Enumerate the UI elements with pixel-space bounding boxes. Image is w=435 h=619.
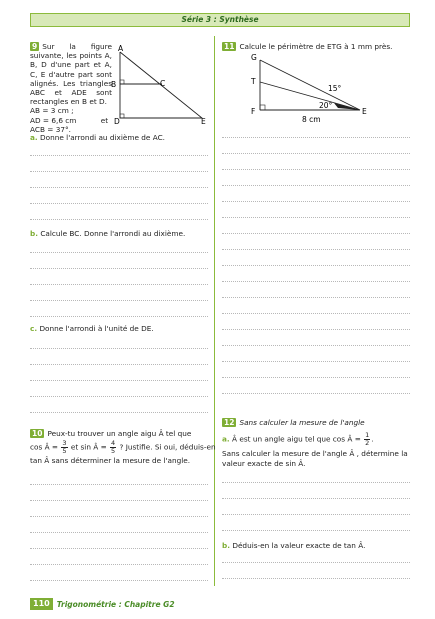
answer-line[interactable] <box>30 155 208 156</box>
answer-line[interactable] <box>30 580 208 581</box>
answer-line[interactable] <box>222 514 410 515</box>
answer-line[interactable] <box>222 393 410 394</box>
page-header: Série 3 : Synthèse <box>30 13 410 27</box>
answer-line[interactable] <box>222 345 410 346</box>
answer-line[interactable] <box>30 203 208 204</box>
angle-20-label: 20° <box>319 101 333 110</box>
answer-line[interactable] <box>30 348 208 349</box>
answer-line[interactable] <box>30 364 208 365</box>
answer-line[interactable] <box>30 187 208 188</box>
answer-line[interactable] <box>222 482 410 483</box>
answer-line[interactable] <box>222 265 410 266</box>
page-footer <box>30 597 175 611</box>
point-a-label: A <box>118 44 124 53</box>
answer-line[interactable] <box>30 252 208 253</box>
answer-line[interactable] <box>30 300 208 301</box>
column-divider <box>214 36 215 586</box>
exercise-number: 9 <box>32 42 38 51</box>
answer-line[interactable] <box>222 201 410 202</box>
answer-line[interactable] <box>30 532 208 533</box>
fraction-sin: $\frac{4}{5}$ <box>111 439 116 455</box>
answer-line[interactable] <box>222 169 410 170</box>
ex9-question-b: b. Calcule BC. Donne l'arrondi au dixième. <box>30 229 186 238</box>
ex12-question-b: b. Déduis-en la valeur exacte de tan Â. <box>222 541 366 550</box>
exercise-10: 10 Peux-tu trouver un angle aigu Â tel que cos Â = $\frac{3}{5}$ et sin Â = $\frac{4}{5}$ ? Justifie. Si oui, déduis-en tan Â sans déterminer la mesure de l'angle. <box>30 429 216 465</box>
answer-line[interactable] <box>222 329 410 330</box>
exercise-12-title: 12 Sans calculer la mesure de l'angle <box>224 418 365 427</box>
exercise-11: 11 Calcule le périmètre de ETG à 1 mm près. <box>224 42 393 51</box>
ex9-question-c: c. Donne l'arrondi à l'unité de DE. <box>30 324 154 333</box>
answer-line[interactable] <box>222 281 410 282</box>
answer-line[interactable] <box>30 564 208 565</box>
answer-line[interactable] <box>30 500 208 501</box>
answer-line[interactable] <box>30 171 208 172</box>
answer-line[interactable] <box>30 268 208 269</box>
answer-line[interactable] <box>222 313 410 314</box>
exercise-number: 10 <box>32 429 43 438</box>
length-8cm-label: 8 cm <box>302 115 321 124</box>
page-number: 110 <box>30 598 53 610</box>
answer-line[interactable] <box>222 377 410 378</box>
answer-line[interactable] <box>30 284 208 285</box>
point-e-label: E <box>362 107 367 116</box>
answer-line[interactable] <box>222 137 410 138</box>
answer-line[interactable] <box>222 217 410 218</box>
answer-line[interactable] <box>222 153 410 154</box>
figure-triangle-etg <box>248 52 378 126</box>
ex9-question-a: a. Donne l'arrondi au dixième de AC. <box>30 133 166 142</box>
answer-line[interactable] <box>30 396 208 397</box>
point-b-label: B <box>111 80 117 89</box>
chapter-title: Trigonométrie : Chapitre G2 <box>56 599 175 609</box>
answer-line[interactable] <box>222 297 410 298</box>
answer-line[interactable] <box>30 484 208 485</box>
angle-15-label: 15° <box>328 84 342 93</box>
point-e-label: E <box>201 117 206 126</box>
point-d-label: D <box>114 117 120 126</box>
answer-line[interactable] <box>222 233 410 234</box>
ex12-question-a-instruction: Sans calculer la mesure de l'angle Â , détermine la valeur exacte de sin Â. <box>222 449 408 468</box>
point-g-label: G <box>251 53 257 62</box>
answer-line[interactable] <box>30 380 208 381</box>
answer-line[interactable] <box>222 530 410 531</box>
point-t-label: T <box>251 77 256 86</box>
answer-line[interactable] <box>222 185 410 186</box>
answer-line[interactable] <box>222 249 410 250</box>
answer-line[interactable] <box>30 316 208 317</box>
answer-line[interactable] <box>30 548 208 549</box>
answer-line[interactable] <box>222 361 410 362</box>
answer-line[interactable] <box>222 498 410 499</box>
point-f-label: F <box>251 107 256 116</box>
point-c-label: C <box>160 79 166 88</box>
answer-line[interactable] <box>30 516 208 517</box>
fraction-cos: $\frac{1}{2}$ <box>365 431 370 447</box>
fraction-cos: $\frac{3}{5}$ <box>62 439 67 455</box>
answer-line[interactable] <box>222 578 410 579</box>
exercise-9-intro: 9 Sur la figure suivante, les points A, B, D d'une part et A, C, E d'autre part sont alignés. Les triangles ABC et ADE sont rectangles en B et D. AB = 3 cm ; AD = 6,6 cm et ACB = 37°. <box>30 42 112 134</box>
answer-line[interactable] <box>30 412 208 413</box>
answer-line[interactable] <box>222 562 410 563</box>
ex12-question-a: a. Â est un angle aigu tel que cos Â = $\frac{1}{2}$ . <box>222 431 374 447</box>
answer-line[interactable] <box>30 219 208 220</box>
figure-triangle-abcde <box>110 44 210 126</box>
exercise-number: 11 <box>224 42 235 51</box>
exercise-number: 12 <box>224 418 235 427</box>
